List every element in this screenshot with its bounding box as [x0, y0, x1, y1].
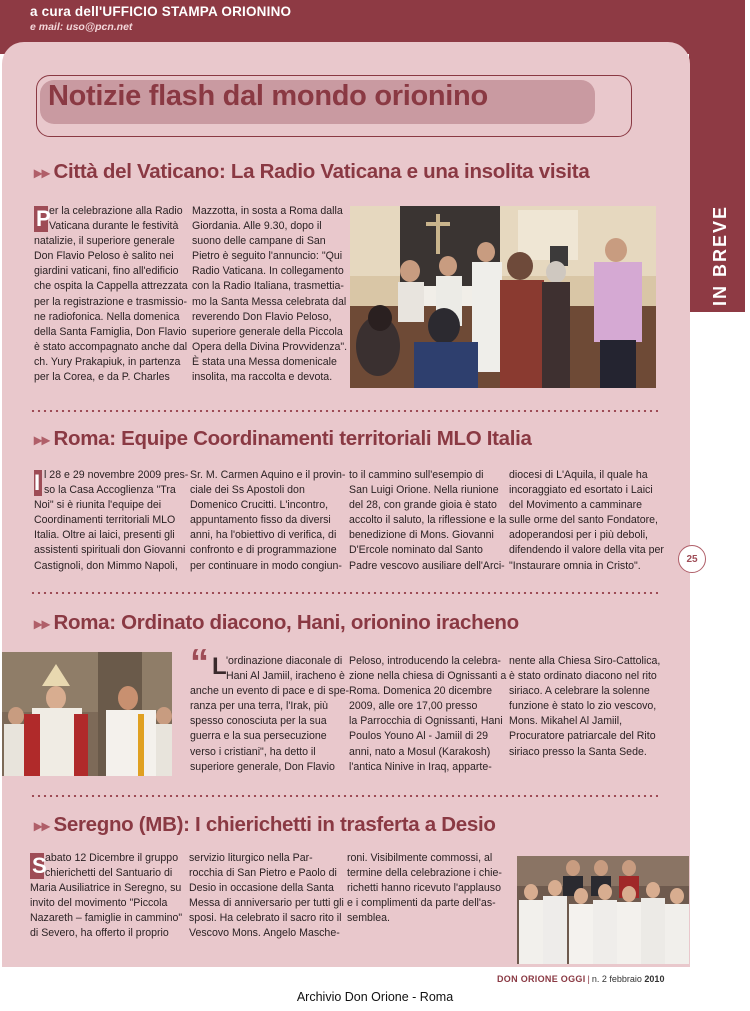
text-line: la Parrocchia di Ognissanti, Hani	[349, 715, 503, 728]
text-line: anni, ha l'obiettivo di verifica, di	[190, 529, 337, 542]
text-line: semblea.	[347, 912, 390, 925]
text-line: Maria Ausiliatrice in Seregno, su	[30, 882, 182, 895]
text-line: 2009, alle ore 17,00 presso	[349, 700, 478, 713]
text-line: spesso conosciuta per la sua	[190, 715, 327, 728]
text-line: Poulos Youno Al - Jamiil di 29	[349, 730, 488, 743]
text-line: Vaticana durante le festività	[49, 220, 179, 233]
text-line: Radio Vaticana. In collegamento	[192, 265, 344, 278]
text-line: Messa di anniversario per tutti gli	[189, 897, 344, 910]
text-line: natalizie, il superiore generale	[34, 235, 175, 248]
article-4-column-2	[189, 851, 344, 942]
text-line: ne radiofonica. Nella domenica	[34, 310, 180, 323]
text-line: Mons. Mikahel Al Jamiil,	[509, 715, 623, 728]
text-line: Noi" si è riunita l'equipe dei	[34, 499, 162, 512]
archive-caption: Archivio Don Orione - Roma	[296, 990, 454, 1004]
text-line: Vescovo Mons. Angelo Masche-	[189, 927, 340, 940]
text-line: Peloso, introducendo la celebra-	[349, 655, 501, 667]
text-line: San Luigi Orione. Nella riunione	[349, 484, 499, 497]
quote-mark: “	[190, 642, 209, 684]
text-line: Roma. Domenica 20 dicembre	[349, 685, 493, 698]
text-line: della Santa Famiglia, Don Flavio	[34, 325, 187, 338]
dropcap-letter: I	[34, 470, 41, 495]
text-line: insolita, ma raccolta e devota.	[192, 371, 333, 384]
article-4-column-3	[347, 851, 507, 926]
article-3-title: Roma: Ordinato diacono, Hani, orionino iracheno	[53, 611, 519, 634]
dropcap-letter: L	[212, 653, 227, 680]
section-tab	[706, 205, 736, 305]
article-1-headline	[34, 160, 589, 184]
text-line: Procuratore patriarcale del Rito	[509, 730, 656, 743]
article-3-column-1	[190, 654, 350, 775]
section-divider	[30, 410, 658, 412]
text-line: sposi. Ha celebrato il sacro rito il	[189, 912, 342, 925]
arrow-icon: ▸▸	[34, 616, 50, 633]
text-line: verso i cristiani", ha detto il	[190, 745, 316, 758]
article-2-column-1	[34, 468, 189, 574]
text-line: richetti hanno ricevuto l'applauso	[347, 882, 501, 895]
text-line: servizio liturgico nella Par-	[189, 852, 313, 864]
text-line: abato 12 Dicembre il gruppo	[45, 852, 179, 864]
header-email: e mail: uso@pcn.net	[30, 21, 133, 33]
text-line: adoperandosi per i più deboli,	[509, 529, 648, 542]
text-line: di Severo, ha offerto il proprio	[30, 927, 169, 940]
dropcap-letter: S	[32, 853, 47, 878]
article-3-column-2	[349, 654, 507, 775]
text-line: Don Flavio Peloso è salito nei	[34, 250, 174, 263]
text-line: 'ordinazione diaconale di	[226, 655, 343, 667]
text-line: difendendo il valore della vita per	[509, 544, 664, 557]
article-2-headline	[34, 427, 532, 451]
text-line: so la Casa Accoglienza "Tra	[44, 484, 176, 497]
text-line: del 28, con grande gioia è stato	[349, 499, 497, 512]
text-line: invito del movimento "Piccola	[30, 897, 168, 910]
text-line: che ospita la Cappella attrezzata	[34, 280, 188, 293]
text-line: È stata una Messa domenicale	[192, 355, 337, 368]
page-number: 25	[678, 545, 706, 573]
text-line: del Movimento a camminare	[509, 499, 643, 512]
article-1-title: Città del Vaticano: La Radio Vaticana e una insolita visita	[53, 160, 590, 183]
section-tab-label: IN BREVE	[710, 204, 731, 306]
text-line: con la Radio Italiana, trasmettia-	[192, 280, 344, 293]
text-line: er la celebrazione alla Radio	[49, 205, 183, 217]
text-line: è stato ordinato diacono nel rito	[509, 670, 657, 683]
text-line: incoraggiato ed esortato i Laici	[509, 484, 653, 497]
text-line: anche un evento di pace e di spe-	[190, 685, 350, 698]
text-line: appuntamento fisso da diversi	[190, 514, 331, 527]
arrow-icon: ▸▸	[34, 165, 50, 182]
radio-vaticana-mass-photo	[350, 206, 656, 388]
text-line: confronto e di programmazione	[190, 544, 337, 557]
text-line: to il cammino sull'esempio di	[349, 469, 484, 481]
text-line: zione nella chiesa di Ognissanti a	[349, 670, 507, 683]
page-title: Notizie flash dal mondo orionino	[48, 80, 488, 112]
text-line: assistenti spirituali don Giovanni	[34, 544, 186, 557]
text-line: Pietro è seguito l'annuncio: "Qui	[192, 250, 343, 263]
article-1-column-1	[34, 204, 188, 385]
text-line: siriaco presso la Santa Sede.	[509, 745, 647, 758]
article-3-column-3	[509, 654, 664, 760]
text-line: diocesi di L'Aquila, il quale ha	[509, 469, 648, 481]
text-line: D'Ercole nominato dal Santo	[349, 544, 483, 557]
text-line: Giordania. Alle 9.30, dopo il	[192, 220, 322, 233]
arrow-icon: ▸▸	[34, 818, 50, 835]
article-2-column-4	[509, 468, 664, 574]
text-line: accolto il saluto, la riflessione e la	[349, 514, 507, 527]
text-line: e i complimenti da parte dell'as-	[347, 897, 496, 910]
footer-separator: |	[587, 974, 590, 984]
text-line: Coordinamenti territoriali MLO	[34, 514, 176, 527]
article-4-column-1	[30, 851, 183, 942]
section-divider	[30, 592, 658, 594]
article-2-column-3	[349, 468, 507, 574]
section-divider	[30, 795, 658, 797]
text-line: nente alla Chiesa Siro-Cattolica,	[509, 655, 661, 667]
article-4-title: Seregno (MB): I chierichetti in trasferta a Desio	[53, 813, 496, 836]
text-line: "Instaurare omnia in Cristo".	[509, 559, 641, 572]
text-line: l 28 e 29 novembre 2009 pres-	[44, 469, 189, 481]
text-line: sulle orme del santo Fondatore,	[509, 514, 658, 527]
text-line: mo la Santa Messa celebrata dal	[192, 295, 347, 308]
article-1-column-2	[192, 204, 348, 385]
text-line: roni. Visibilmente commossi, al	[347, 852, 493, 864]
diaconal-ordination-photo	[2, 652, 172, 776]
issue-label: n. 2 febbraio	[591, 974, 642, 984]
text-line: Italia. Oltre ai laici, presenti gli	[34, 529, 175, 542]
text-line: rocchia di San Pietro e Paolo di	[189, 867, 337, 880]
text-line: ch. Yury Prakapiuk, in partenza	[34, 355, 181, 368]
text-line: guerra e la sua persecuzione	[190, 730, 327, 743]
article-2-column-2	[190, 468, 346, 574]
text-line: suono delle campane di San	[192, 235, 326, 248]
text-line: benedizione di Mons. Giovanni	[349, 529, 494, 542]
text-line: superiore generale della Piccola	[192, 325, 343, 338]
text-line: ranza per una terra, l'Irak, più	[190, 700, 329, 713]
text-line: Nazareth – famiglie in cammino"	[30, 912, 183, 925]
dropcap-letter: P	[36, 206, 51, 231]
header-title: a cura dell'UFFICIO STAMPA ORIONINO	[30, 4, 292, 19]
text-line: ciale dei Ss Apostoli don	[190, 484, 305, 497]
text-line: è stato accompagnato anche dal	[34, 340, 188, 353]
text-line: Mazzotta, in sosta a Roma dalla	[192, 205, 343, 217]
text-line: siriaco. A celebrare la solenne	[509, 685, 650, 698]
text-line: Opera della Divina Provvidenza".	[192, 340, 348, 353]
text-line: reverendo Don Flavio Peloso,	[192, 310, 332, 323]
article-2-title: Roma: Equipe Coordinamenti territoriali MLO Italia	[53, 427, 532, 450]
text-line: superiore generale, Don Flavio	[190, 760, 335, 773]
text-line: termine della celebrazione i chie-	[347, 867, 502, 880]
magazine-footer	[497, 974, 664, 984]
text-line: l'antica Ninive in Iraq, apparte-	[349, 760, 492, 773]
text-line: per continuare in modo congiun-	[190, 559, 342, 572]
text-line: giardini vaticani, fino all'edificio	[34, 265, 179, 278]
text-line: Castignoli, don Mimmo Napoli,	[34, 559, 178, 572]
text-line: Domenico Crucitti. L'incontro,	[190, 499, 329, 512]
text-line: Hani Al Jamiil, iracheno è	[226, 670, 345, 683]
issue-year: 2010	[644, 974, 665, 984]
text-line: Sr. M. Carmen Aquino e il provin-	[190, 469, 346, 481]
text-line: per la registrazione e trasmissio-	[34, 295, 188, 308]
magazine-name: DON ORIONE OGGI	[497, 974, 586, 984]
article-3-headline	[34, 611, 519, 635]
text-line: funzione è stato lo zio vescovo,	[509, 700, 657, 713]
text-line: Padre vescovo ausiliare dell'Arci-	[349, 559, 505, 572]
text-line: Desio in occasione della Santa	[189, 882, 334, 895]
text-line: per la Corea, e da P. Charles	[34, 371, 170, 384]
text-line: anni, nato a Mosul (Karakosh)	[349, 745, 491, 758]
article-4-headline	[34, 813, 496, 837]
arrow-icon: ▸▸	[34, 432, 50, 449]
text-line: chierichetti del Santuario di	[45, 867, 173, 880]
altar-servers-photo	[517, 856, 689, 964]
